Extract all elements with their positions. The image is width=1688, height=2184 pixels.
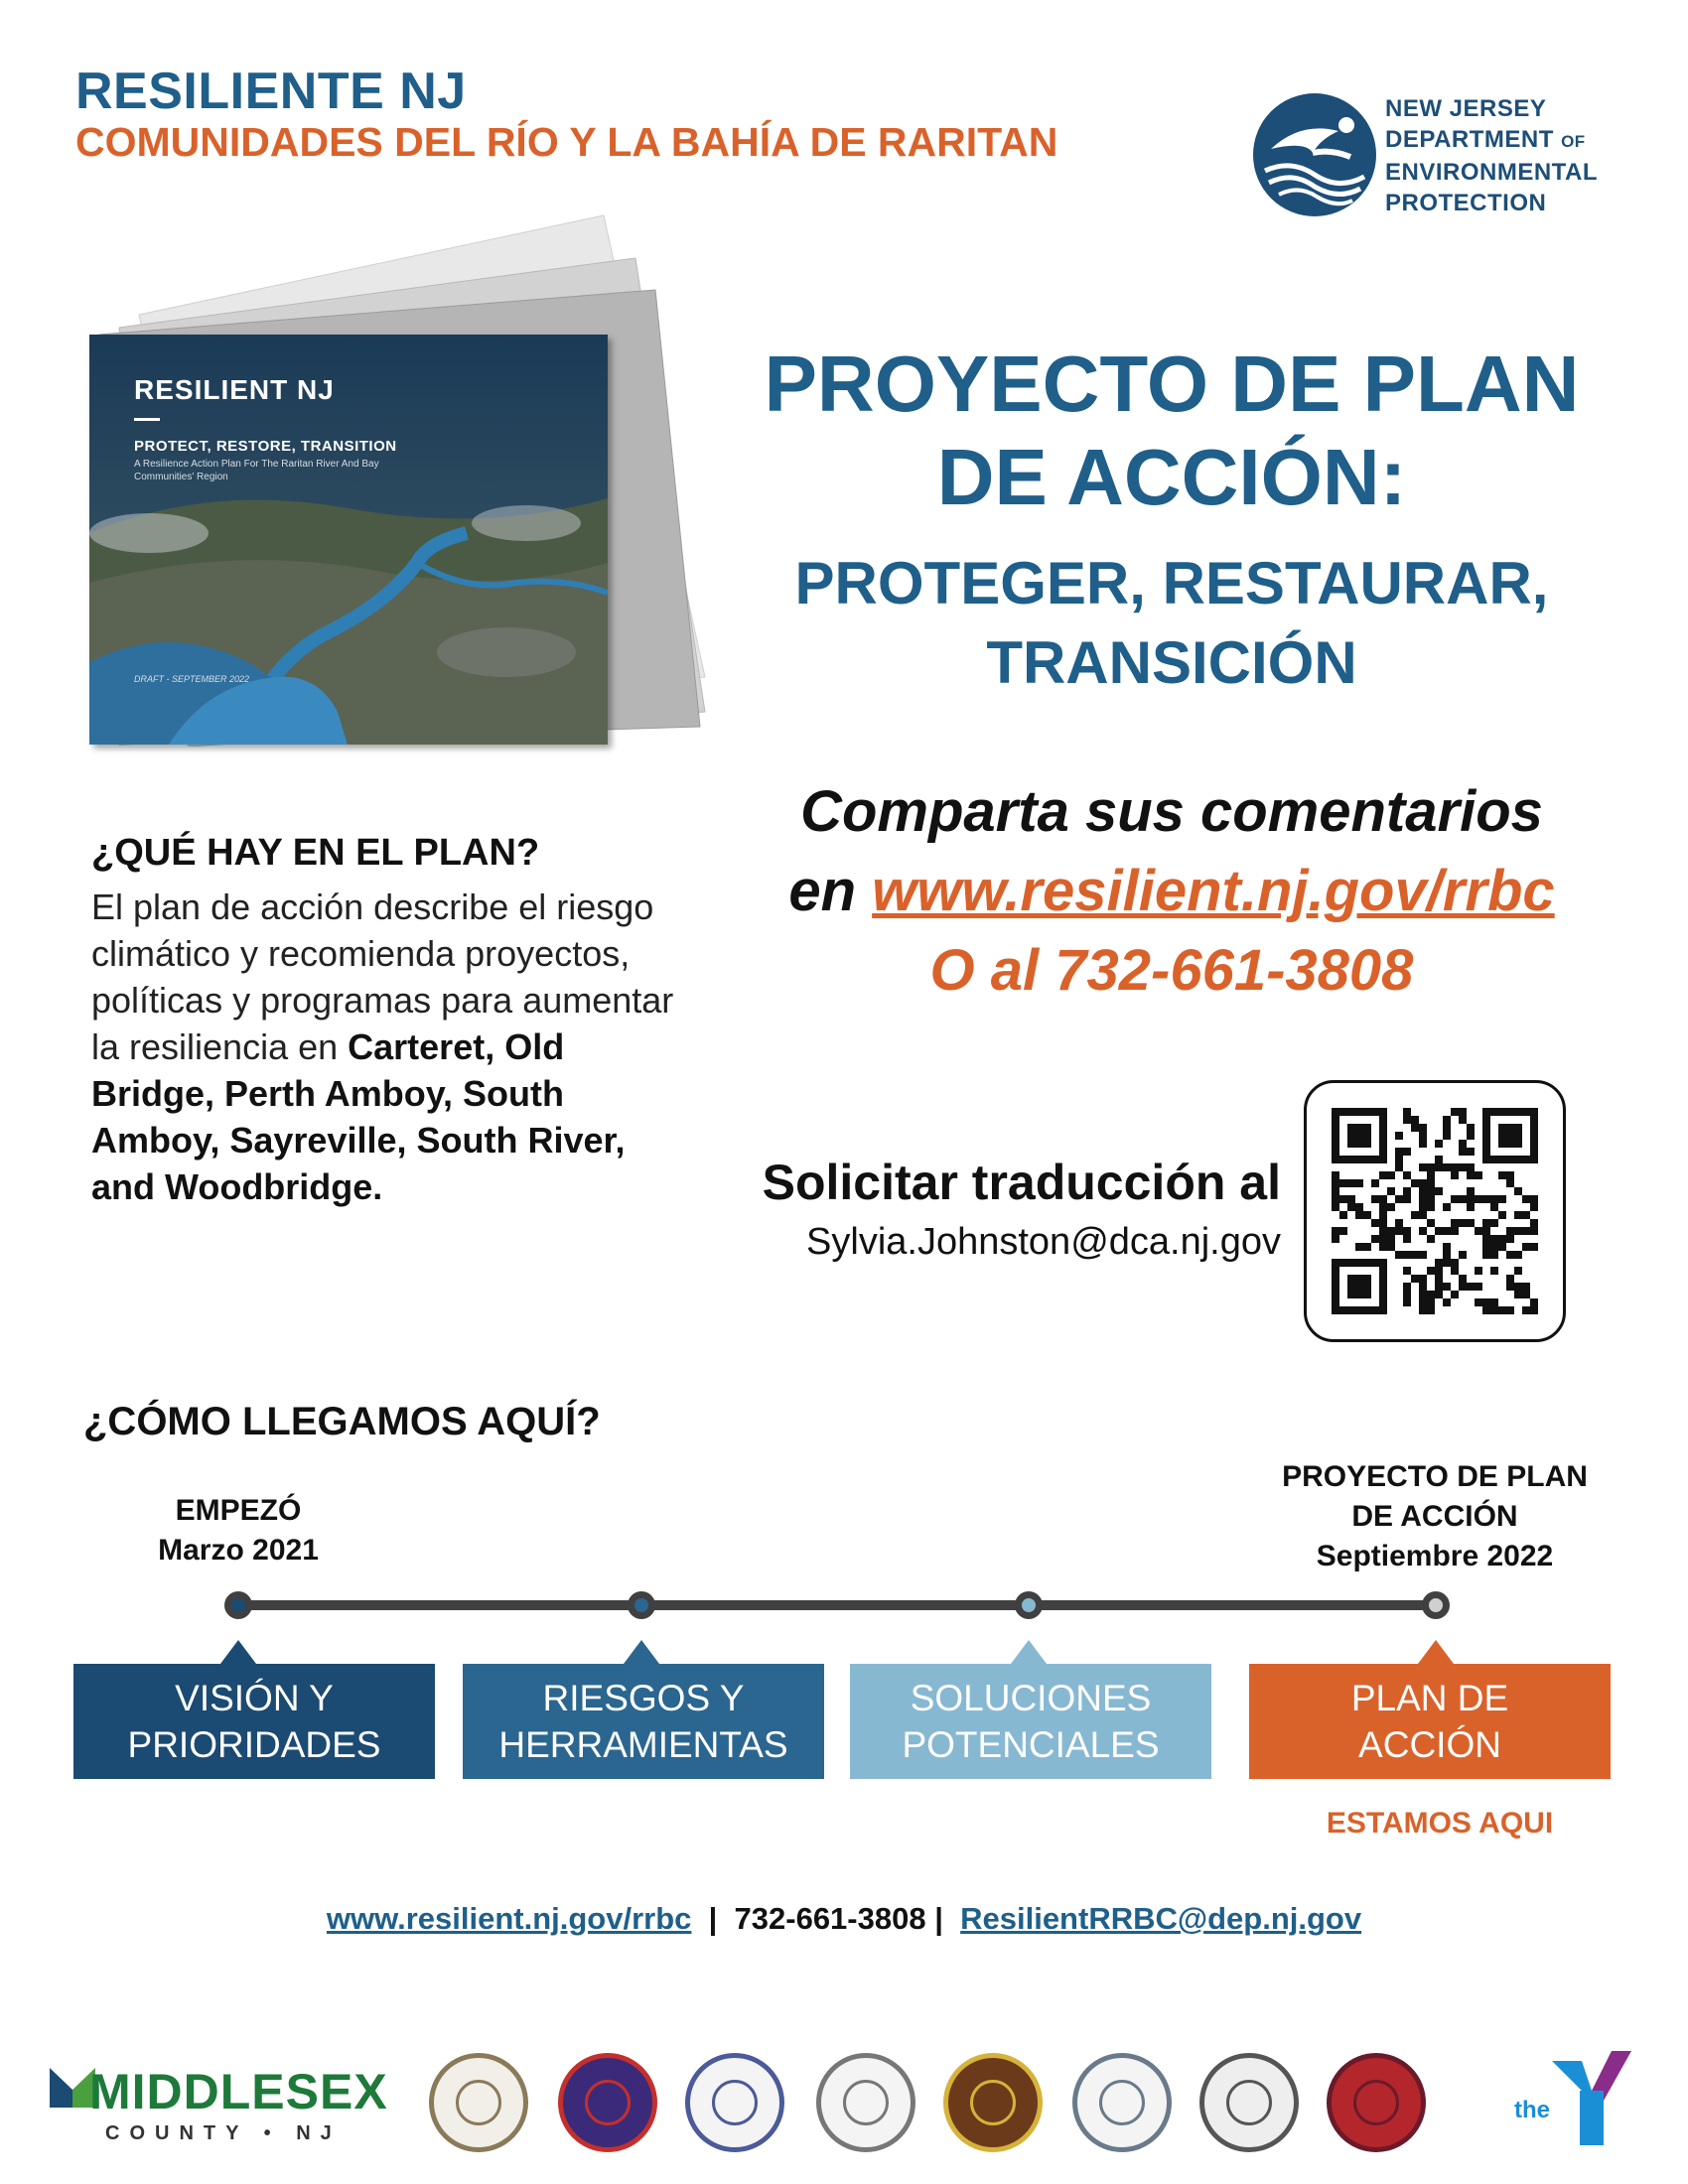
header-subtitle: COMUNIDADES DEL RÍO Y LA BAHÍA DE RARITAN [75, 119, 1058, 165]
share-line-2: en www.resilient.nj.gov/rrbc [788, 859, 1555, 923]
end-label-1: PROYECTO DE PLAN [1282, 1460, 1588, 1493]
stage-action-plan: PLAN DE ACCIÓN [1249, 1664, 1611, 1779]
header-title: RESILIENTE NJ [75, 63, 467, 120]
stage-pointer-3 [1011, 1640, 1047, 1664]
seal-inner-ring [1226, 2080, 1272, 2125]
footer-email-link[interactable]: ResilientRRBC@dep.nj.gov [960, 1901, 1362, 1936]
woodbridge-seal-icon [1327, 2053, 1426, 2152]
old-bridge-seal-icon [685, 2053, 784, 2152]
main-subtitle-line-2: TRANSICIÓN [986, 629, 1357, 696]
timeline-end-milestone [1231, 1457, 1638, 1576]
middlesex-county-logo [50, 2063, 407, 2152]
middlesex-word: MIDDLESEX [89, 2064, 388, 2119]
report-cover-stack [79, 210, 715, 747]
middlesex-sub: COUNTY • NJ [105, 2122, 342, 2144]
timeline-heading: ¿CÓMO LLEGAMOS AQUÍ? [83, 1400, 601, 1443]
stage-potential-solutions: SOLUCIONES POTENCIALES [850, 1664, 1211, 1779]
plan-heading: ¿QUÉ HAY EN EL PLAN? [91, 832, 540, 874]
stage-vision-priorities: VISIÓN Y PRIORIDADES [73, 1664, 435, 1779]
share-line-1: Comparta sus comentarios [800, 779, 1543, 844]
cover-draft-date: DRAFT - SEPTEMBER 2022 [134, 674, 250, 684]
main-title [695, 338, 1648, 524]
njdep-wordmark [1385, 93, 1598, 218]
start-label: EMPEZÓ [175, 1494, 302, 1527]
seal-inner-ring [970, 2080, 1016, 2125]
main-title-line-2: DE ACCIÓN: [936, 433, 1407, 521]
sayreville-seal-icon [1072, 2053, 1172, 2152]
seal-inner-ring [456, 2080, 501, 2125]
perth-amboy-seal-icon [816, 2053, 915, 2152]
we-are-here-label: ESTAMOS AQUI [1326, 1807, 1554, 1840]
seal-inner-ring [712, 2080, 758, 2125]
plan-body [91, 884, 677, 1210]
cover-title: RESILIENT NJ [134, 374, 335, 405]
seal-inner-ring [843, 2080, 889, 2125]
stage-risks-tools: RIESGOS Y HERRAMIENTAS [463, 1664, 824, 1779]
translation-label: Solicitar traducción al [762, 1155, 1281, 1210]
timeline-dot-3 [1015, 1591, 1043, 1619]
seal-inner-ring [1099, 2080, 1145, 2125]
stage-pointer-1 [220, 1640, 256, 1664]
translation-email[interactable]: Sylvia.Johnston@dca.nj.gov [806, 1221, 1281, 1263]
end-label-2: DE ACCIÓN [1351, 1500, 1518, 1533]
timeline-dot-1 [224, 1591, 252, 1619]
main-subtitle [695, 544, 1648, 703]
footer-phone[interactable]: 732-661-3808 [734, 1901, 926, 1936]
footer-contact: www.resilient.nj.gov/rrbc | 732-661-3808 | ResilientRRBC@dep.nj.gov [326, 1901, 1362, 1936]
plan-description: El plan de acción describe el riesgo climático y recomienda proyectos, políticas y programas para aumentar la resiliencia en [91, 887, 674, 1067]
dep-line-4: PROTECTION [1385, 190, 1547, 216]
cover-description: A Resilience Action Plan For The Raritan River And Bay Communities' Region [134, 459, 379, 482]
stage-pointer-2 [624, 1640, 659, 1664]
ymca-logo [1514, 2051, 1633, 2160]
seal-inner-ring [1353, 2080, 1399, 2125]
timeline-dot-2 [628, 1591, 655, 1619]
timeline-start-milestone [129, 1491, 348, 1570]
share-website-link[interactable]: www.resilient.nj.gov/rrbc [872, 859, 1555, 923]
timeline-dot-4 [1422, 1591, 1450, 1619]
njdep-logo [1251, 91, 1668, 220]
qr-code[interactable] [1304, 1080, 1566, 1342]
njdep-seal-icon [1251, 91, 1378, 218]
main-subtitle-line-1: PROTEGER, RESTAURAR, [794, 550, 1549, 616]
cover-dash [134, 418, 160, 421]
ymca-the: the [1514, 2097, 1550, 2123]
qr-code-icon [1307, 1083, 1563, 1339]
nj-state-seal-icon [429, 2053, 528, 2152]
plan-places: Carteret, Old Bridge, Perth Amboy, South Amboy, Sayreville, South River, and Woodbridge. [91, 1026, 626, 1207]
report-cover [89, 335, 608, 745]
footer-website-link[interactable]: www.resilient.nj.gov/rrbc [326, 1901, 692, 1936]
borough-of-carteret-seal-icon [558, 2053, 657, 2152]
cover-subtitle: PROTECT, RESTORE, TRANSITION [134, 438, 397, 455]
seal-inner-ring [585, 2080, 631, 2125]
main-title-line-1: PROYECTO DE PLAN [764, 340, 1580, 428]
share-phone[interactable]: O al 732-661-3808 [929, 938, 1414, 1003]
end-date: Septiembre 2022 [1316, 1540, 1554, 1572]
south-amboy-seal-icon [943, 2053, 1043, 2152]
dep-line-3: ENVIRONMENTAL [1385, 159, 1599, 186]
timeline-line [236, 1600, 1438, 1610]
dep-line-2: DEPARTMENT OF [1385, 126, 1586, 153]
dep-line-1: NEW JERSEY [1385, 95, 1547, 122]
share-comments [695, 772, 1648, 1011]
ymca-y-icon [1552, 2051, 1631, 2150]
start-date: Marzo 2021 [158, 1534, 319, 1567]
south-river-seal-icon [1199, 2053, 1299, 2152]
stage-pointer-4 [1418, 1640, 1454, 1664]
